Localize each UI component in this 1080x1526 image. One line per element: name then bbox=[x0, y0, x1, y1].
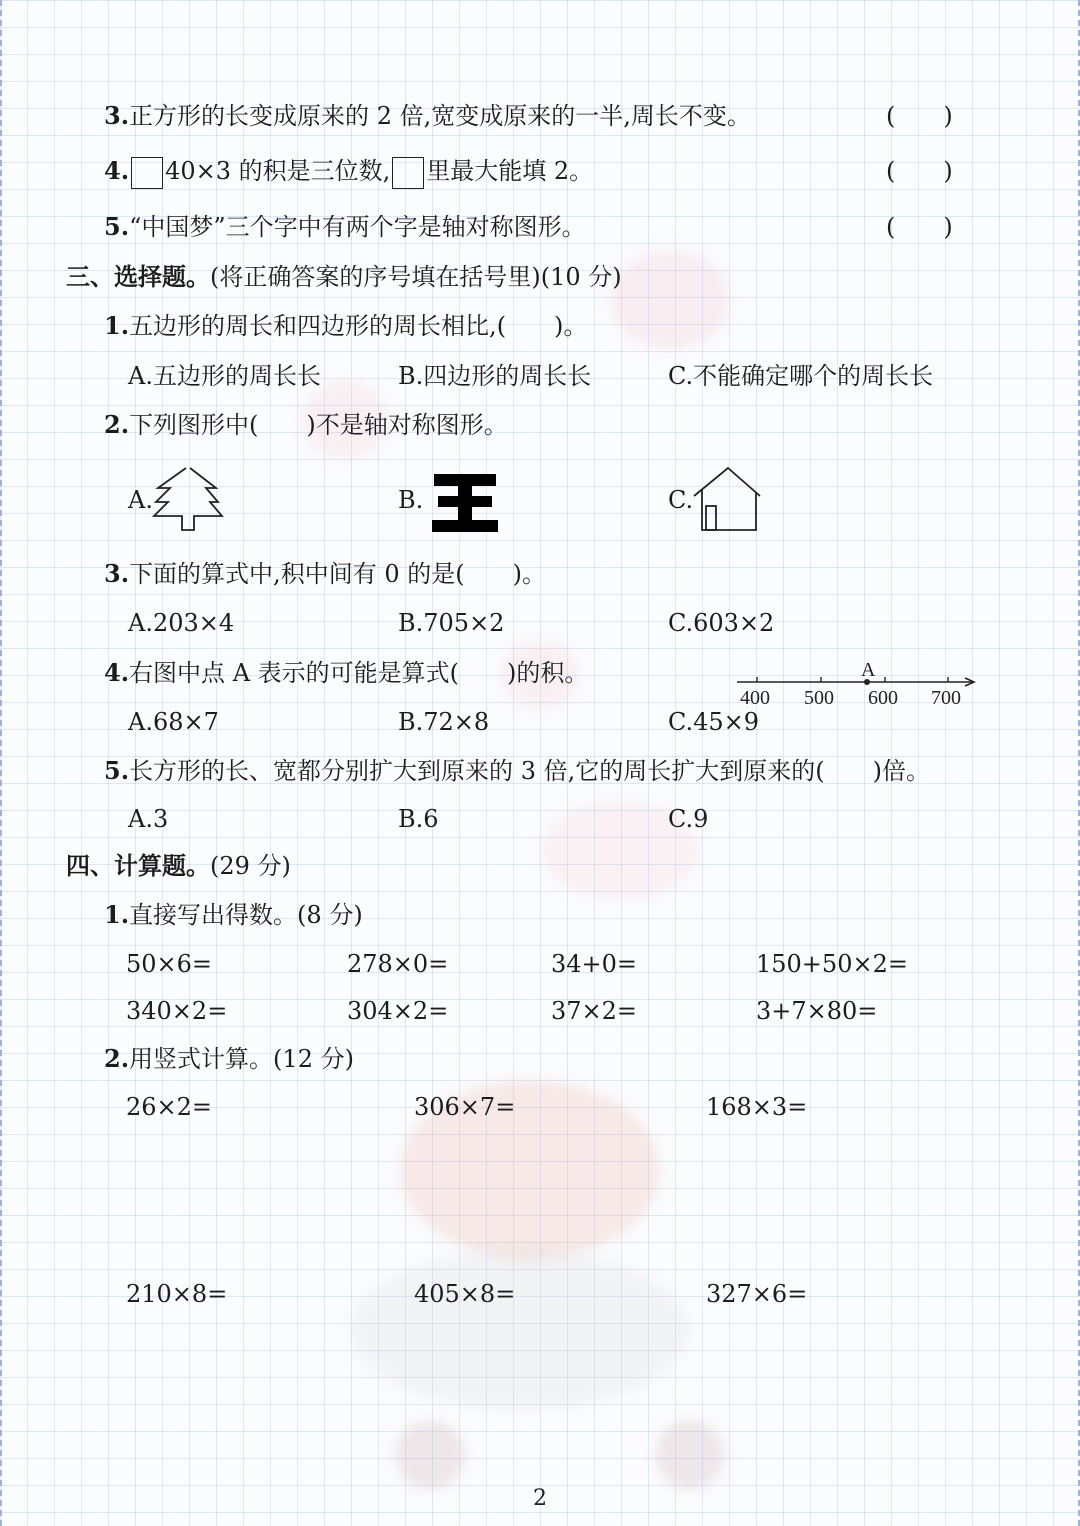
right-dashed-border bbox=[1074, 0, 1080, 1526]
option-b[interactable]: B.72×8 bbox=[398, 708, 490, 736]
vertical-calc-expression[interactable]: 168×3= bbox=[706, 1093, 808, 1121]
calc-expression[interactable]: 340×2= bbox=[126, 997, 228, 1025]
item-number: 2. bbox=[104, 1044, 130, 1073]
option-a[interactable]: A.203×4 bbox=[128, 609, 235, 637]
option-a[interactable]: A. bbox=[128, 486, 153, 514]
watermark-wheel bbox=[655, 1420, 725, 1490]
vertical-calc-expression[interactable]: 26×2= bbox=[126, 1093, 213, 1121]
page-number: 2 bbox=[533, 1486, 547, 1511]
tick-label-400: 400 bbox=[740, 687, 770, 709]
calc-expression[interactable]: 3+7×80= bbox=[756, 997, 878, 1025]
option-c[interactable]: C.603×2 bbox=[668, 609, 775, 637]
item-text: 40×3 的积是三位数, bbox=[165, 157, 391, 185]
point-a-label: A bbox=[861, 659, 876, 681]
tick-label-600: 600 bbox=[868, 687, 898, 709]
item-number: 4. bbox=[104, 156, 130, 185]
option-b[interactable]: B.四边形的周长长 bbox=[398, 362, 592, 390]
choice-q2 bbox=[104, 410, 508, 440]
question-text: 五边形的周长和四边形的周长相比,( )。 bbox=[129, 312, 588, 340]
item-number: 5. bbox=[104, 212, 130, 241]
blank-box[interactable] bbox=[131, 157, 163, 189]
option-a[interactable]: A.3 bbox=[128, 805, 169, 833]
vertical-calc-expression[interactable]: 306×7= bbox=[414, 1093, 516, 1121]
question-text: 长方形的长、宽都分别扩大到原来的 3 倍,它的周长扩大到原来的( )倍。 bbox=[129, 757, 930, 785]
item-text: 里最大能填 2。 bbox=[426, 157, 594, 185]
number-line bbox=[735, 656, 980, 712]
item-number: 3. bbox=[104, 101, 130, 130]
option-a[interactable]: A.五边形的周长长 bbox=[128, 362, 321, 390]
option-a[interactable]: A.68×7 bbox=[128, 708, 219, 736]
option-c[interactable]: C.不能确定哪个的周长长 bbox=[668, 362, 934, 390]
section-4-heading bbox=[66, 851, 291, 881]
item-number: 4. bbox=[104, 658, 130, 687]
choice-q3 bbox=[104, 559, 546, 589]
option-c[interactable]: C.45×9 bbox=[668, 708, 760, 736]
calc-expression[interactable]: 304×2= bbox=[347, 997, 449, 1025]
item-text: 正方形的长变成原来的 2 倍,宽变成原来的一半,周长不变。 bbox=[129, 102, 751, 130]
instruction-text: 直接写出得数。(8 分) bbox=[129, 901, 363, 929]
calc-expression[interactable]: 37×2= bbox=[551, 997, 638, 1025]
calc-expression[interactable]: 34+0= bbox=[551, 950, 638, 978]
option-c[interactable]: C.9 bbox=[668, 805, 709, 833]
section-note: (将正确答案的序号填在括号里)(10 分) bbox=[210, 263, 622, 291]
left-dashed-border bbox=[0, 0, 6, 1526]
answer-parens[interactable]: ( ) bbox=[886, 213, 953, 241]
calc-part-1 bbox=[104, 900, 363, 930]
option-b[interactable]: B. bbox=[398, 486, 424, 514]
vertical-calc-expression[interactable]: 405×8= bbox=[414, 1280, 516, 1308]
tree-figure bbox=[152, 466, 226, 534]
tick-label-700: 700 bbox=[931, 687, 961, 709]
answer-parens[interactable]: ( ) bbox=[886, 157, 953, 185]
answer-parens[interactable]: ( ) bbox=[886, 102, 953, 130]
blank-box[interactable] bbox=[392, 157, 424, 189]
item-number: 3. bbox=[104, 559, 130, 588]
house-figure bbox=[692, 466, 764, 532]
option-b[interactable]: B.705×2 bbox=[398, 609, 505, 637]
wang-character-figure bbox=[432, 472, 498, 534]
calc-expression[interactable]: 50×6= bbox=[126, 950, 213, 978]
tick-label-500: 500 bbox=[804, 687, 834, 709]
item-number: 1. bbox=[104, 311, 130, 340]
section-3-heading bbox=[66, 262, 622, 292]
section-title: 四、计算题。 bbox=[66, 851, 210, 880]
item-number: 1. bbox=[104, 900, 130, 929]
section-note: (29 分) bbox=[210, 852, 291, 880]
judge-item-4 bbox=[104, 156, 593, 189]
section-title: 三、选择题。 bbox=[66, 262, 210, 291]
item-text: “中国梦”三个字中有两个字是轴对称图形。 bbox=[129, 213, 586, 241]
item-number: 2. bbox=[104, 410, 130, 439]
choice-q1 bbox=[104, 311, 587, 341]
option-b[interactable]: B.6 bbox=[398, 805, 439, 833]
choice-q5 bbox=[104, 756, 930, 786]
judge-item-5 bbox=[104, 212, 586, 242]
calc-expression[interactable]: 278×0= bbox=[347, 950, 449, 978]
question-text: 下面的算式中,积中间有 0 的是( )。 bbox=[129, 560, 546, 588]
vertical-calc-expression[interactable]: 327×6= bbox=[706, 1280, 808, 1308]
calc-part-2 bbox=[104, 1044, 354, 1074]
choice-q4 bbox=[104, 658, 588, 688]
option-c[interactable]: C. bbox=[668, 486, 694, 514]
watermark-wheel bbox=[395, 1420, 465, 1490]
calc-expression[interactable]: 150+50×2= bbox=[756, 950, 908, 978]
vertical-calc-expression[interactable]: 210×8= bbox=[126, 1280, 228, 1308]
watermark-cart bbox=[350, 1250, 690, 1410]
instruction-text: 用竖式计算。(12 分) bbox=[129, 1045, 354, 1073]
question-text: 右图中点 A 表示的可能是算式( )的积。 bbox=[129, 659, 589, 687]
judge-item-3 bbox=[104, 101, 751, 131]
item-number: 5. bbox=[104, 756, 130, 785]
watermark-flower bbox=[610, 250, 730, 350]
question-text: 下列图形中( )不是轴对称图形。 bbox=[129, 411, 508, 439]
